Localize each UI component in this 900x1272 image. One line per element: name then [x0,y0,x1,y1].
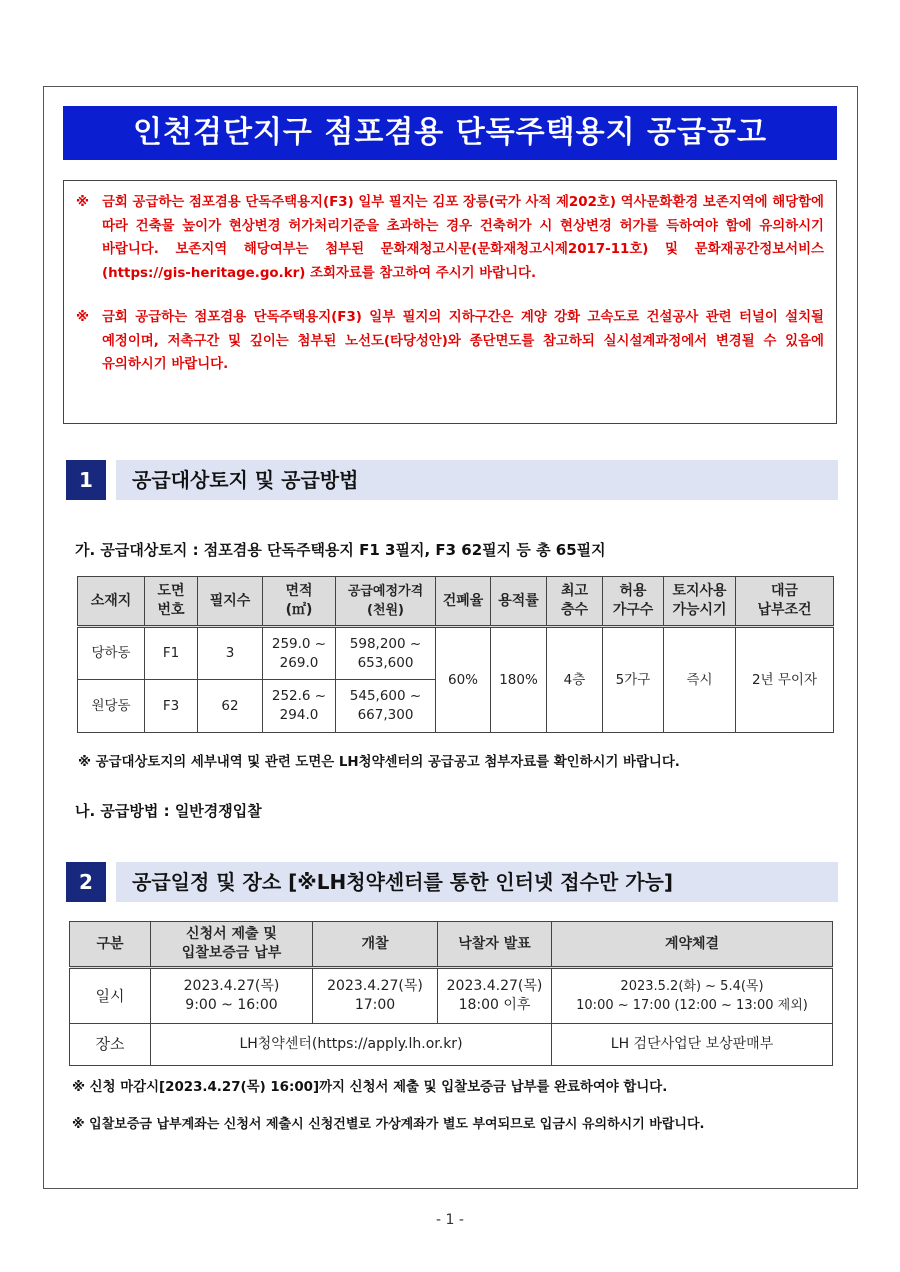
notice-text: 금회 공급하는 점포겸용 단독주택용지(F3) 일부 필지의 지하구간은 계양 강화 고속도로 건설공사 관련 터널이 설치될 예정이며, 저촉구간 및 깊이는 첨부된 노선도(타당성안)와 종단면도를 참고하되 실시설계과정에서 변경될 수 있음에 유의하시기 바랍니다. [102,310,824,372]
cell-plan-no: F1 [145,627,198,680]
cell-area: 259.0 ~ 269.0 [263,627,336,680]
cell-announce-datetime: 2023.4.27(목) 18:00 이후 [438,968,552,1024]
page-number: - 1 - [436,1212,464,1228]
cell-floors: 4층 [547,627,603,733]
supply-method-heading: 나. 공급방법 : 일반경쟁입찰 [75,802,262,820]
header-floors: 최고 층수 [547,577,603,627]
reference-mark-icon: ※ [76,195,90,210]
reference-mark-icon: ※ [76,310,90,325]
cell-far: 180% [491,627,547,733]
header-price: 공급예정가격 (천원) [336,577,436,627]
header-coverage: 건폐율 [436,577,491,627]
header-application: 신청서 제출 및 입찰보증금 납부 [151,922,313,968]
cell-opening-datetime: 2023.4.27(목) 17:00 [313,968,438,1024]
section-1-header [63,460,838,500]
section-2-header [63,862,838,902]
header-plan-no: 도면 번호 [145,577,198,627]
header-households: 허용 가구수 [603,577,664,627]
cell-lots: 3 [198,627,263,680]
cell-location: 당하동 [78,627,145,680]
deposit-account-note: ※ 입찰보증금 납부계좌는 신청서 제출시 신청건별로 가상계좌가 별도 부여되므로 입금시 유의하시기 바랍니다. [72,1117,705,1132]
schedule-table [69,921,833,1066]
header-area: 면적 (㎡) [263,577,336,627]
header-location: 소재지 [78,577,145,627]
table-row [78,627,834,680]
cell-contract-datetime: 2023.5.2(화) ~ 5.4(목) 10:00 ~ 17:00 (12:00 ~ 13:00 제외) [552,968,833,1024]
supply-land-note: ※ 공급대상토지의 세부내역 및 관련 도면은 LH청약센터의 공급공고 첨부자료를 확인하시기 바랍니다. [78,755,680,770]
deadline-note: ※ 신청 마감시[2023.4.27(목) 16:00]까지 신청서 제출 및 입찰보증금 납부를 완료하여야 합니다. [72,1080,668,1095]
cell-apply-datetime: 2023.4.27(목) 9:00 ~ 16:00 [151,968,313,1024]
cell-area: 252.6 ~ 294.0 [263,680,336,733]
header-announcement: 낙찰자 발표 [438,922,552,968]
cell-land-use: 즉시 [664,627,736,733]
header-land-use: 토지사용 가능시기 [664,577,736,627]
section-title: 공급일정 및 장소 [※LH청약센터를 통한 인터넷 접수만 가능] [116,862,838,902]
header-payment: 대금 납부조건 [736,577,834,627]
notice-tunnel [76,306,824,377]
table-row [70,1024,833,1066]
notice-heritage [76,191,824,285]
cell-location: 원당동 [78,680,145,733]
section-number: 1 [66,460,106,500]
cell-price: 545,600 ~ 667,300 [336,680,436,733]
table-row [70,968,833,1024]
header-far: 용적률 [491,577,547,627]
header-opening: 개찰 [313,922,438,968]
header-category: 구분 [70,922,151,968]
cell-payment: 2년 무이자 [736,627,834,733]
page-title: 인천검단지구 점포겸용 단독주택용지 공급공고 [63,106,837,160]
row-label-datetime: 일시 [70,968,151,1024]
cell-contract-place: LH 검단사업단 보상판매부 [552,1024,833,1066]
cell-plan-no: F3 [145,680,198,733]
section-number: 2 [66,862,106,902]
cell-lots: 62 [198,680,263,733]
section-title: 공급대상토지 및 공급방법 [116,460,838,500]
header-contract: 계약체결 [552,922,833,968]
cell-online-place: LH청약센터(https://apply.lh.or.kr) [151,1024,552,1066]
supply-land-heading: 가. 공급대상토지 : 점포겸용 단독주택용지 F1 3필지, F3 62필지 등 총 65필지 [75,541,606,559]
row-label-place: 장소 [70,1024,151,1066]
header-lots: 필지수 [198,577,263,627]
cell-households: 5가구 [603,627,664,733]
supply-land-table [77,576,834,733]
warning-notice-box [63,180,837,424]
cell-coverage: 60% [436,627,491,733]
cell-price: 598,200 ~ 653,600 [336,627,436,680]
notice-text: 금회 공급하는 점포겸용 단독주택용지(F3) 일부 필지는 김포 장릉(국가 사적 제202호) 역사문화환경 보존지역에 해당함에 따라 건축물 높이가 현상변경 허가처리기준을 초과하는 경우 건축허가 시 현상변경 허가를 득하여야 함에 유의하시기 바랍니다. 보존지역 해당여부는 첨부된 문화재청고시문(문화재청고시제2017-11호) 및 문화재공간정보서비스(https://gis-heritage.go.kr) 조회자료를 참고하여 주시기 바랍니다. [102,195,824,281]
